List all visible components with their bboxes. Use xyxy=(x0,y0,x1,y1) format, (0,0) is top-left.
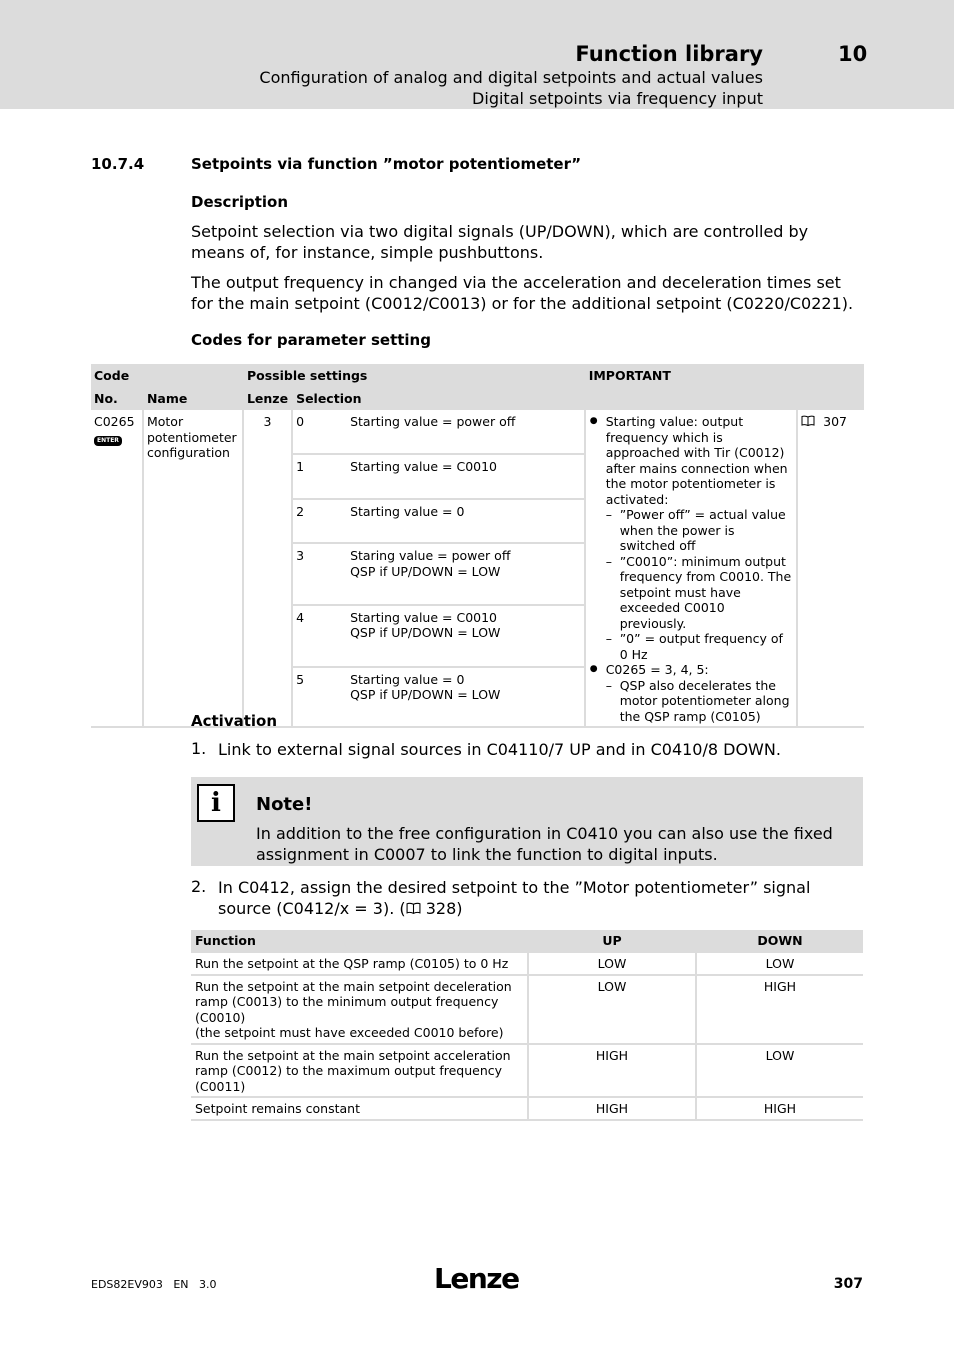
header-lenze: Lenze xyxy=(243,387,292,410)
important-dash-text: ”C0010”: minimum output frequency from C0010. The setpoint must have exceeded C0010 previously. xyxy=(619,553,792,631)
lenze-default: 3 xyxy=(243,410,292,727)
description-heading: Description xyxy=(191,193,289,211)
code-number-cell xyxy=(91,410,143,727)
book-icon xyxy=(801,415,815,431)
codes-table xyxy=(91,364,864,728)
dash-glyph: – xyxy=(605,507,612,522)
selection-line: QSP if UP/DOWN = LOW xyxy=(350,687,501,703)
table-row xyxy=(191,1044,863,1098)
enter-icon: ENTER xyxy=(94,436,122,446)
header-possible-settings: Possible settings xyxy=(243,364,585,387)
note-title: Note! xyxy=(256,794,313,815)
table-row xyxy=(191,952,863,975)
section-title: Setpoints via function ”motor potentiometer” xyxy=(191,155,582,173)
header-subtitle-2: Digital setpoints via frequency input xyxy=(472,89,763,108)
selection-number: 0 xyxy=(296,414,305,429)
selection-text xyxy=(350,610,500,641)
down-cell: HIGH xyxy=(696,1097,863,1120)
selection-number: 4 xyxy=(296,609,305,625)
up-cell: LOW xyxy=(528,952,696,975)
lenze-logo: Lenze xyxy=(434,1262,519,1295)
header-important: IMPORTANT xyxy=(585,364,864,410)
down-cell: HIGH xyxy=(696,975,863,1044)
up-cell: HIGH xyxy=(528,1044,696,1098)
table-row xyxy=(191,1097,863,1120)
step-2-text-end: ) xyxy=(456,899,463,918)
header-no: No. xyxy=(91,387,143,410)
step-2-page-reference[interactable]: 328 xyxy=(425,899,457,918)
page-number: 307 xyxy=(833,1276,863,1292)
selection-option xyxy=(292,605,585,667)
header-subtitle: Configuration of analog and digital setpoints and actual values xyxy=(259,68,763,87)
down-cell: LOW xyxy=(696,952,863,975)
codes-heading: Codes for parameter setting xyxy=(191,331,431,349)
selection-number: 3 xyxy=(296,548,305,564)
header-selection: Selection xyxy=(292,387,585,410)
document-id: EDS82EV903 EN 3.0 xyxy=(91,1278,217,1291)
dash-glyph: – xyxy=(605,631,612,646)
selection-text: Starting value = C0010 xyxy=(350,459,498,475)
selection-text xyxy=(350,672,500,703)
step-2-text xyxy=(218,877,858,921)
important-dash-item xyxy=(589,554,793,632)
info-icon: i xyxy=(197,784,235,822)
activation-heading: Activation xyxy=(191,712,278,730)
down-cell: LOW xyxy=(696,1044,863,1098)
important-dash-text: ”Power off” = actual value when the power is switched off xyxy=(619,507,786,553)
selection-line: Starting value = 0 xyxy=(350,671,465,687)
selection-option xyxy=(292,543,585,604)
important-notes xyxy=(585,410,797,727)
up-cell: HIGH xyxy=(528,1097,696,1120)
step-1-text: Link to external signal sources in C04110/7 UP and in C0410/8 DOWN. xyxy=(218,740,781,759)
selection-number: 2 xyxy=(296,503,305,519)
up-cell: LOW xyxy=(528,975,696,1044)
important-dash-item xyxy=(589,507,793,554)
dash-glyph: – xyxy=(605,677,612,693)
function-cell: Run the setpoint at the main setpoint deceleration ramp (C0013) to the minimum output frequency (C0010) (the setpoint must have exceeded C0010 before) xyxy=(191,975,528,1044)
function-table xyxy=(191,930,863,1121)
selection-option xyxy=(292,667,585,727)
step-2-text-part: In C0412, assign the desired setpoint to the ”Motor potentiometer” signal source (C0412/x = 3). ( xyxy=(218,878,811,918)
selection-option xyxy=(292,454,585,498)
selection-number: 5 xyxy=(296,671,305,687)
chapter-title: Function library xyxy=(575,42,763,66)
selection-number: 1 xyxy=(296,459,305,475)
selection-option xyxy=(292,499,585,543)
page-reference[interactable] xyxy=(797,410,864,727)
code-number: C0265 xyxy=(94,414,135,429)
important-dash-text: QSP also decelerates the motor potentiometer along the QSP ramp (C0105) xyxy=(619,677,790,724)
important-dash-text: ”0” = output frequency of 0 Hz xyxy=(619,631,783,662)
table-row xyxy=(191,975,863,1044)
important-bullet: ● Starting value: output frequency which is approached with Tir (C0012) after mains connection when the motor potentiometer is activated: xyxy=(589,414,793,507)
dash-glyph: – xyxy=(605,553,612,569)
description-paragraph-1: Setpoint selection via two digital signals (UP/DOWN), which are controlled by means of, for instance, simple pushbuttons. xyxy=(191,222,809,262)
selection-line: Staring value = power off xyxy=(350,548,511,564)
important-dash-item xyxy=(589,631,793,662)
selection-line: QSP if UP/DOWN = LOW xyxy=(350,625,501,641)
book-icon xyxy=(406,900,421,921)
header-function: Function xyxy=(191,930,528,952)
description-paragraph-2: The output frequency in changed via the acceleration and deceleration times set for the main setpoint (C0012/C0013) or for the additional setpoint (C0220/C0221). xyxy=(191,273,854,313)
function-cell: Setpoint remains constant xyxy=(191,1097,528,1120)
function-cell: Run the setpoint at the main setpoint acceleration ramp (C0012) to the maximum output frequency (C0011) xyxy=(191,1044,528,1098)
page-reference-number: 307 xyxy=(823,414,848,429)
important-bullet: ● C0265 = 3, 4, 5: xyxy=(589,662,793,678)
note-text: In addition to the free configuration in C0410 you can also use the fixed assignment in C0007 to link the function to digital inputs. xyxy=(256,824,833,864)
header-up: UP xyxy=(528,930,696,952)
header-code: Code xyxy=(91,364,243,387)
selection-line: Starting value = C0010 xyxy=(350,609,498,625)
step-1-number: 1. xyxy=(191,739,207,758)
header-down: DOWN xyxy=(696,930,863,952)
function-cell: Run the setpoint at the QSP ramp (C0105) to 0 Hz xyxy=(191,952,528,975)
selection-text: Starting value = 0 xyxy=(350,503,465,519)
selection-text: Starting value = power off xyxy=(350,414,516,429)
code-name: Motor potentiometer configuration xyxy=(143,410,243,727)
selection-text xyxy=(350,548,510,579)
selection-line: QSP if UP/DOWN = LOW xyxy=(350,563,501,579)
header-name: Name xyxy=(143,387,243,410)
chapter-number: 10 xyxy=(838,42,868,66)
section-number: 10.7.4 xyxy=(91,155,145,173)
important-dash-item xyxy=(589,678,793,725)
selection-option xyxy=(292,410,585,454)
step-2-number: 2. xyxy=(191,877,207,896)
